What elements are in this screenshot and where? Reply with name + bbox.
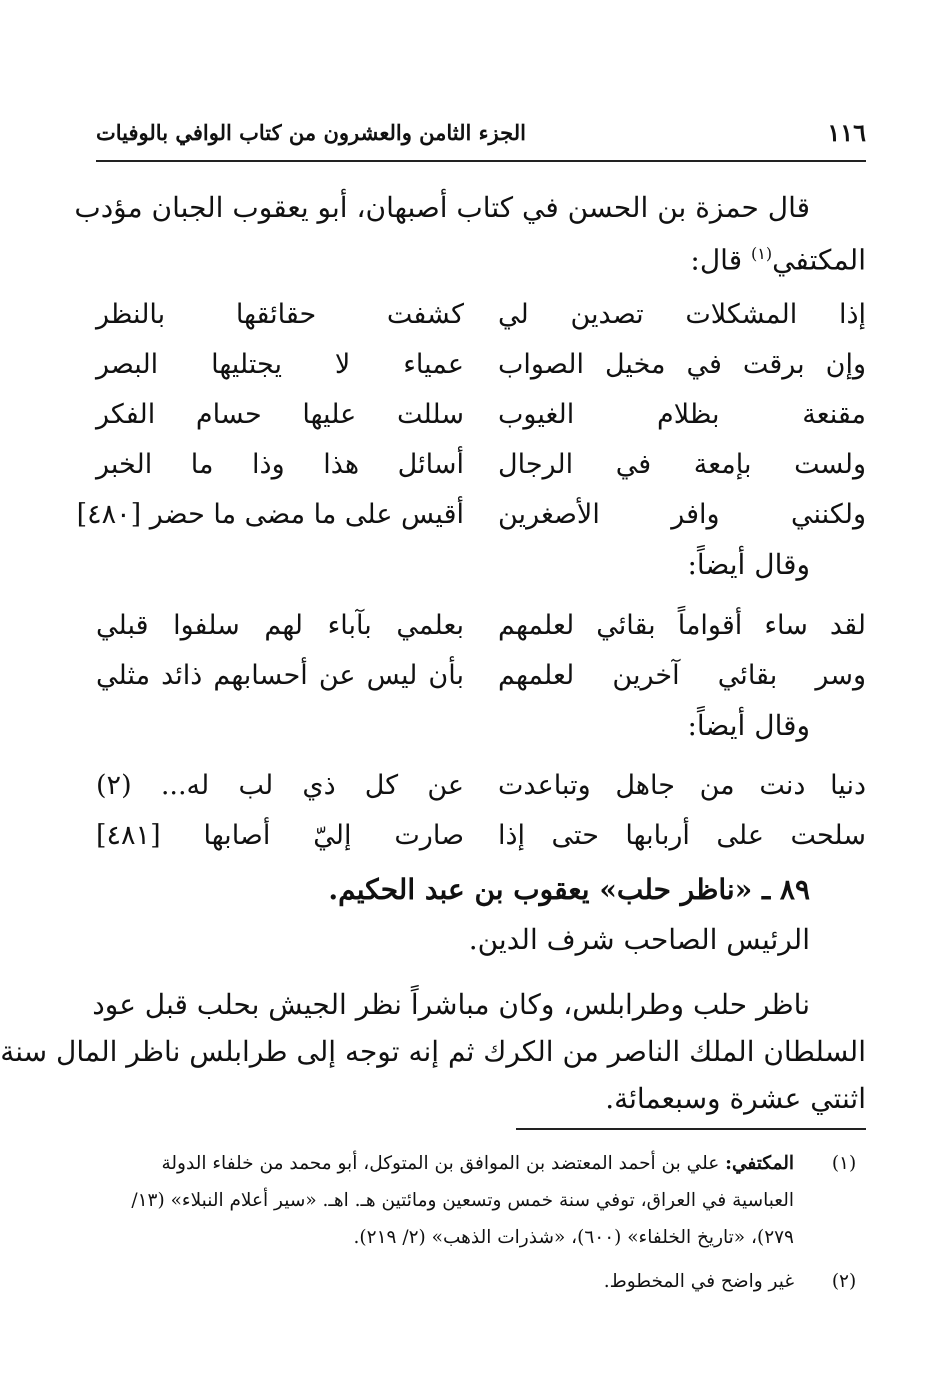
verse-first-hemistich: وسر بقائي آخرين لعلمهم [498,660,866,691]
page-number: ١١٦ [827,118,866,147]
verse-first-hemistich: لقد ساء أقواماً بقائي لعلمهم [498,610,866,641]
verse-second-hemistich: أسائل هذا وذا ما الخبر [96,449,464,480]
entry-body-line: اثنتي عشرة وسبعمائة. [605,1082,866,1115]
verse-first-hemistich: مقنعة بظلام الغيوب [498,399,866,430]
verse-first-hemistich: إذا المشكلات تصدين لي [498,299,866,330]
verse-first-hemistich: وإن برقت في مخيل الصواب [498,349,866,380]
intro-line-1: قال حمزة بن الحسن في كتاب أصبهان، أبو يعقوب الجبان مؤدب [74,191,810,224]
verse-first-hemistich: سلحت على أربابها حتى إذا [498,820,866,851]
entry-body-line: السلطان الملك الناصر من الكرك ثم إنه توجه إلى طرابلس ناظر المال سنة [0,1035,866,1068]
verse-second-hemistich: سللت عليها حسام الفكر [96,399,464,430]
intro-line-2 [96,234,866,280]
verse-row [76,495,866,535]
footnote-keyword: المكتفي: [725,1153,794,1174]
entry-subtitle: الرئيس الصاحب شرف الدين. [468,923,810,956]
verse-row [96,295,866,335]
footnote-line: علي بن أحمد المعتضد بن الموافق بن المتوكل، أبو محمد من خلفاء الدولة [161,1153,726,1174]
verse-row [96,445,866,485]
verse-second-hemistich: بأن ليس عن أحسابهم ذائد مثلي [96,660,464,691]
verse-second-hemistich: صارت إليّ أصابها [٤٨١] [96,820,464,851]
verse-second-hemistich: بعلمي بآباء لهم سلفوا قبلي [96,610,464,641]
said-also-2: وقال أيضاً: [687,709,810,742]
intro-name: المكتفي [772,243,866,277]
verse-second-hemistich: عمياء لا يجتليها البصر [96,349,464,380]
footnote-number: (٢) [831,1271,857,1292]
verse-first-hemistich: ولست بإمعة في الرجال [498,449,866,480]
footnote-line: ٢٧٩)، «تاريخ الخلفاء» (٦٠٠)، «شذرات الذهب» (٢/ ٢١٩). [353,1227,794,1248]
footnote-divider [516,1128,866,1130]
verse-row [96,395,866,435]
running-title: الجزء الثامن والعشرون من كتاب الوافي بالوفيات [96,120,526,145]
footnote-line: غير واضح في المخطوط. [603,1271,794,1292]
verse-row [96,606,866,646]
verse-first-hemistich: ولكنني وافر الأصغرين [498,499,866,530]
footnote-text [96,1146,794,1182]
verse-second-hemistich: كشفت حقائقها بالنظر [96,299,464,330]
verse-second-hemistich: أقيس على ما مضى ما حضر [٤٨٠] [76,499,464,530]
verse-second-hemistich: عن كل ذي لب له... (٢) [96,770,464,801]
verse-row [96,816,866,856]
said-also-1: وقال أيضاً: [687,548,810,581]
verse-first-hemistich: دنيا دنت من جاهل وتباعدت [498,770,866,801]
running-header [96,118,866,158]
footnote-line: العباسية في العراق، توفي سنة خمس وتسعين ومائتين هـ. اهـ. «سير أعلام النبلاء» (١٣/ [131,1190,794,1211]
verse-row [96,345,866,385]
entry-body-line: ناظر حلب وطرابلس، وكان مباشراً نظر الجيش بحلب قبل عود [92,988,810,1021]
verse-row [96,656,866,696]
entry-heading: ٨٩ ـ «ناظر حلب» يعقوب بن عبد الحكيم. [328,873,810,906]
footnote-number: (١) [831,1153,857,1174]
header-divider [96,160,866,162]
intro-said: قال: [690,243,751,277]
verse-row [96,766,866,806]
footnote-ref-1: (١) [750,244,773,263]
